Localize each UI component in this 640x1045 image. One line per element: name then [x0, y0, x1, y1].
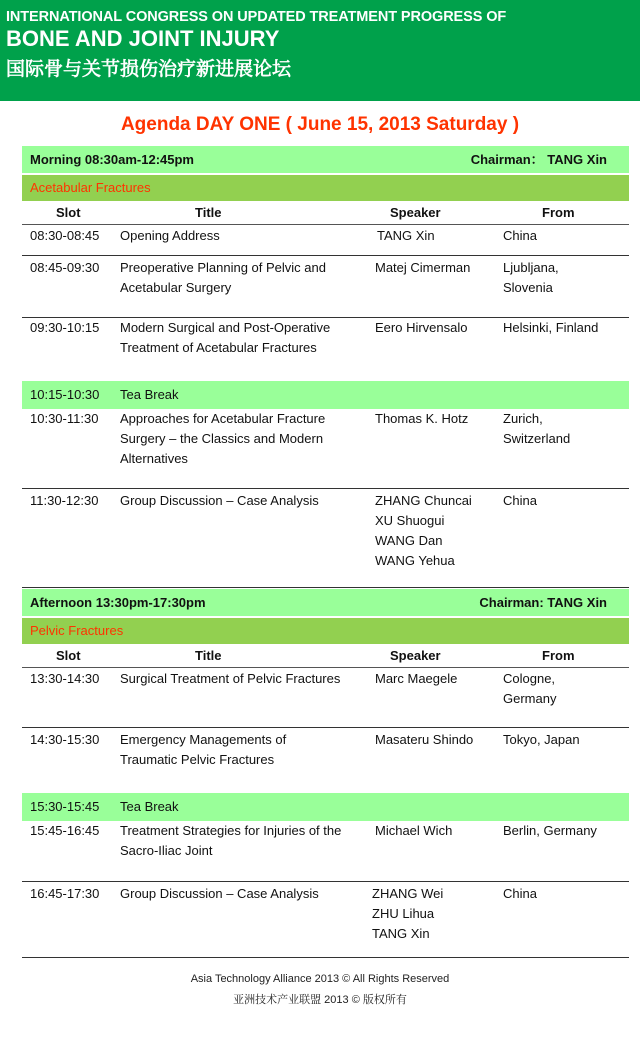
title: Surgical Treatment of Pelvic Fractures — [120, 671, 341, 686]
title: Group Discussion – Case Analysis — [120, 886, 319, 901]
column-title: Title — [195, 648, 222, 663]
column-slot: Slot — [56, 648, 81, 663]
table-row — [22, 821, 629, 882]
speaker: Michael Wich — [375, 823, 453, 838]
agenda-title: Agenda DAY ONE ( June 15, 2013 Saturday ) — [120, 114, 520, 135]
title: Emergency Managements of Traumatic Pelvic Fractures — [120, 732, 287, 767]
table-row — [22, 669, 629, 728]
table-row — [22, 409, 629, 489]
copyright-chinese: 亚洲技术产业联盟 2013 © 版权所有 — [233, 994, 407, 1006]
slot: 14:30-15:30 — [30, 732, 100, 747]
title: Approaches for Acetabular Fracture Surgery – the Classics and Modern Alternatives — [120, 411, 326, 466]
congress-title-chinese: 国际骨与关节损伤治疗新进展论坛 — [6, 59, 292, 80]
column-from: From — [542, 205, 575, 220]
slot: 08:45-09:30 — [30, 260, 100, 275]
slot: 10:15-10:30 — [30, 387, 100, 402]
speaker: Matej Cimerman — [375, 260, 471, 275]
tea-break-label: Tea Break — [120, 387, 179, 402]
chairman: Chairman: TANG Xin — [479, 595, 607, 610]
morning-session-bar — [22, 146, 629, 173]
title: Treatment Strategies for Injuries of the Sacro-Iliac Joint — [120, 823, 342, 858]
table-row — [22, 258, 629, 318]
from: Zurich, Switzerland — [503, 411, 571, 446]
chairman: Chairman： TANG Xin — [470, 152, 607, 167]
from: Berlin, Germany — [503, 823, 597, 838]
title: Opening Address — [120, 228, 220, 243]
speaker: Marc Maegele — [375, 671, 458, 686]
speaker: Eero Hirvensalo — [375, 320, 468, 335]
slot: 15:45-16:45 — [30, 823, 100, 838]
slot: 08:30-08:45 — [30, 228, 100, 243]
tea-break-label: Tea Break — [120, 799, 179, 814]
table-row — [22, 730, 629, 792]
from: China — [503, 493, 537, 508]
speaker: Masateru Shindo — [375, 732, 474, 747]
track-title: Pelvic Fractures — [22, 618, 629, 644]
speaker: Thomas K. Hotz — [375, 411, 469, 426]
from: Cologne, Germany — [503, 671, 557, 706]
speaker: ZHANG Chuncai XU Shuogui WANG Dan WANG Yehua — [375, 493, 472, 568]
slot: 10:30-11:30 — [30, 411, 99, 426]
title: Preoperative Planning of Pelvic and Acetabular Surgery — [120, 260, 326, 295]
table-header — [22, 201, 629, 225]
tea-break-row — [22, 793, 629, 821]
slot: 13:30-14:30 — [30, 671, 100, 686]
table-row — [22, 318, 629, 380]
title: Modern Surgical and Post-Operative Treatment of Acetabular Fractures — [120, 320, 331, 355]
column-title: Title — [195, 205, 222, 220]
session-time: Afternoon 13:30pm-17:30pm — [30, 595, 206, 610]
slot: 15:30-15:45 — [30, 799, 100, 814]
tea-break-row — [22, 381, 629, 409]
table-header — [22, 644, 629, 668]
from: China — [503, 228, 537, 243]
from: China — [503, 886, 537, 901]
column-speaker: Speaker — [390, 205, 441, 220]
congress-title-line2: BONE AND JOINT INJURY — [6, 26, 280, 51]
from: Helsinki, Finland — [503, 320, 599, 335]
slot: 09:30-10:15 — [30, 320, 100, 335]
afternoon-session-bar — [22, 589, 629, 616]
table-row — [22, 491, 629, 588]
from: Ljubljana, Slovenia — [503, 260, 559, 295]
speaker: TANG Xin — [377, 228, 435, 243]
speaker: ZHANG Wei ZHU Lihua TANG Xin — [372, 886, 444, 941]
column-speaker: Speaker — [390, 648, 441, 663]
session-time: Morning 08:30am-12:45pm — [30, 152, 194, 167]
slot: 16:45-17:30 — [30, 886, 100, 901]
copyright-english: Asia Technology Alliance 2013 © All Rights Reserved — [190, 973, 450, 985]
table-row — [22, 226, 629, 256]
from: Tokyo, Japan — [503, 732, 580, 747]
header-banner — [0, 0, 640, 101]
slot: 11:30-12:30 — [30, 493, 99, 508]
column-slot: Slot — [56, 205, 81, 220]
title: Group Discussion – Case Analysis — [120, 493, 319, 508]
track-title: Acetabular Fractures — [22, 175, 629, 201]
table-row — [22, 884, 629, 958]
congress-title-line1: INTERNATIONAL CONGRESS ON UPDATED TREATMENT PROGRESS OF — [6, 9, 507, 25]
column-from: From — [542, 648, 575, 663]
